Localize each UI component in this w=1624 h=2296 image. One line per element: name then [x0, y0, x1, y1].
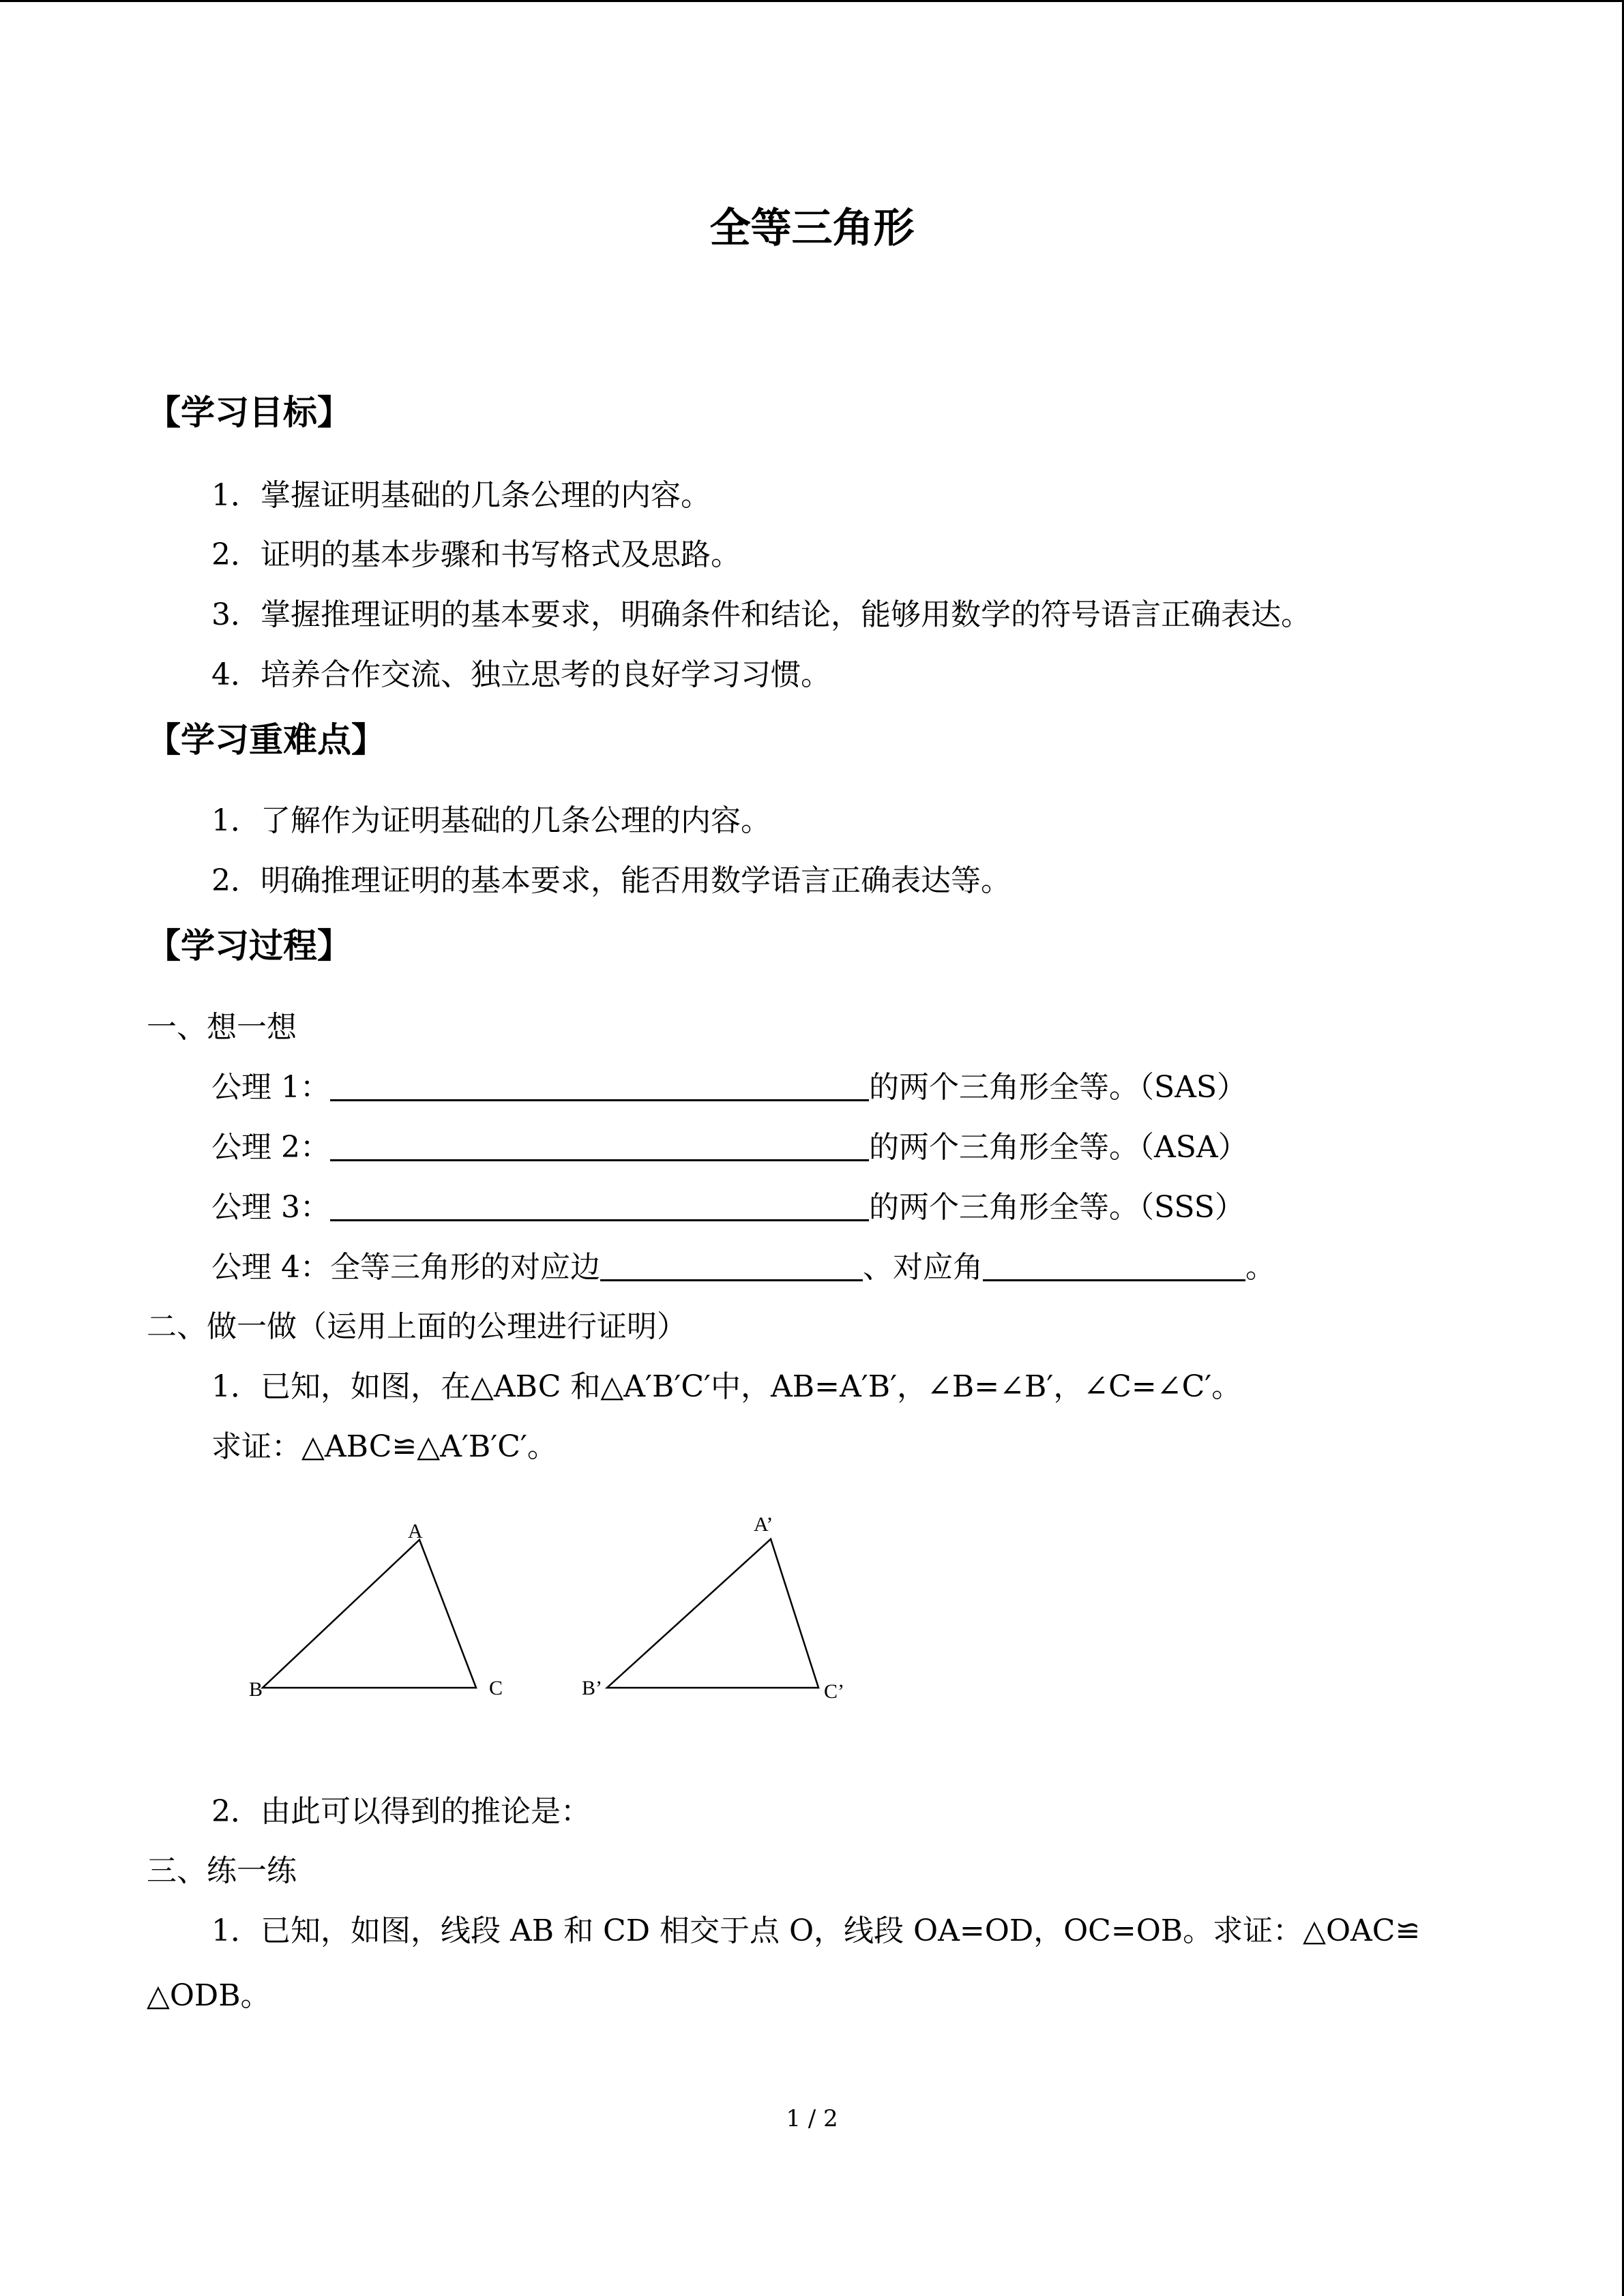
page-number: 1 / 2: [786, 2105, 838, 2132]
axiom-4-blank-sides[interactable]: [600, 1252, 863, 1281]
page-border-top: [0, 0, 1624, 2]
axiom-2-label: 公理 2：: [211, 1130, 330, 1165]
label-c: C: [489, 1677, 503, 1699]
axiom-1-blank[interactable]: [330, 1072, 869, 1101]
goal-3: 3．掌握推理证明的基本要求，明确条件和结论，能够用数学的符号语言正确表达。: [211, 597, 1311, 632]
triangles-figure: [232, 1497, 880, 1722]
axiom-3-label: 公理 3：: [211, 1190, 330, 1225]
axiom-3: [211, 1192, 1245, 1223]
axiom-1-suffix: 的两个三角形全等。（SAS）: [868, 1070, 1247, 1105]
goal-2: 2．证明的基本步骤和书写格式及思路。: [211, 537, 741, 572]
section-goals: 【学习目标】: [147, 393, 351, 432]
axiom-4: [211, 1252, 1275, 1283]
key-point-1: 1．了解作为证明基础的几条公理的内容。: [211, 803, 771, 838]
label-b: B: [249, 1678, 263, 1701]
axiom-4-blank-angles[interactable]: [983, 1252, 1245, 1281]
axiom-2-suffix: 的两个三角形全等。（ASA）: [868, 1130, 1248, 1165]
axiom-3-blank[interactable]: [330, 1192, 869, 1221]
axiom-4-end: 。: [1245, 1250, 1275, 1285]
goal-4: 4．培养合作交流、独立思考的良好学习习惯。: [211, 657, 831, 692]
triangle-abc: [263, 1540, 476, 1688]
triangle-a-prime-b-prime-c-prime: [607, 1539, 818, 1688]
axiom-4-mid: 、对应角: [862, 1250, 983, 1285]
goal-1: 1．掌握证明基础的几条公理的内容。: [211, 478, 711, 513]
part1-heading: 一、想一想: [147, 1010, 297, 1045]
label-a-prime: A’: [754, 1513, 773, 1536]
section-key-points: 【学习重难点】: [147, 720, 385, 760]
part2-heading: 二、做一做（运用上面的公理进行证明）: [147, 1309, 687, 1344]
key-point-2: 2．明确推理证明的基本要求，能否用数学语言正确表达等。: [211, 863, 1011, 898]
part2-question-1: 1．已知，如图，在△ABC 和△A′B′C′中，AB=A′B′，∠B=∠B′，∠C=∠C′。: [211, 1369, 1242, 1404]
axiom-4-label: 公理 4：全等三角形的对应边: [211, 1250, 600, 1285]
section-process: 【学习过程】: [147, 926, 351, 966]
label-b-prime: B’: [582, 1677, 602, 1699]
label-c-prime: C’: [824, 1680, 844, 1703]
axiom-1-label: 公理 1：: [211, 1070, 330, 1105]
axiom-2: [211, 1132, 1248, 1163]
part2-prove: 求证：△ABC≌△A′B′C′。: [211, 1429, 557, 1464]
part3-question-1-line-1: 1．已知，如图，线段 AB 和 CD 相交于点 O，线段 OA=OD，OC=OB。求证：△OAC≌: [211, 1913, 1421, 1948]
part3-question-1-line-2: △ODB。: [147, 1978, 271, 2013]
axiom-3-suffix: 的两个三角形全等。（SSS）: [868, 1190, 1245, 1225]
label-a: A: [408, 1520, 423, 1542]
axiom-1: [211, 1072, 1247, 1103]
part2-question-2: 2．由此可以得到的推论是：: [211, 1794, 591, 1829]
axiom-2-blank[interactable]: [330, 1132, 869, 1161]
part3-heading: 三、练一练: [147, 1853, 297, 1888]
page-title: 全等三角形: [709, 205, 915, 252]
